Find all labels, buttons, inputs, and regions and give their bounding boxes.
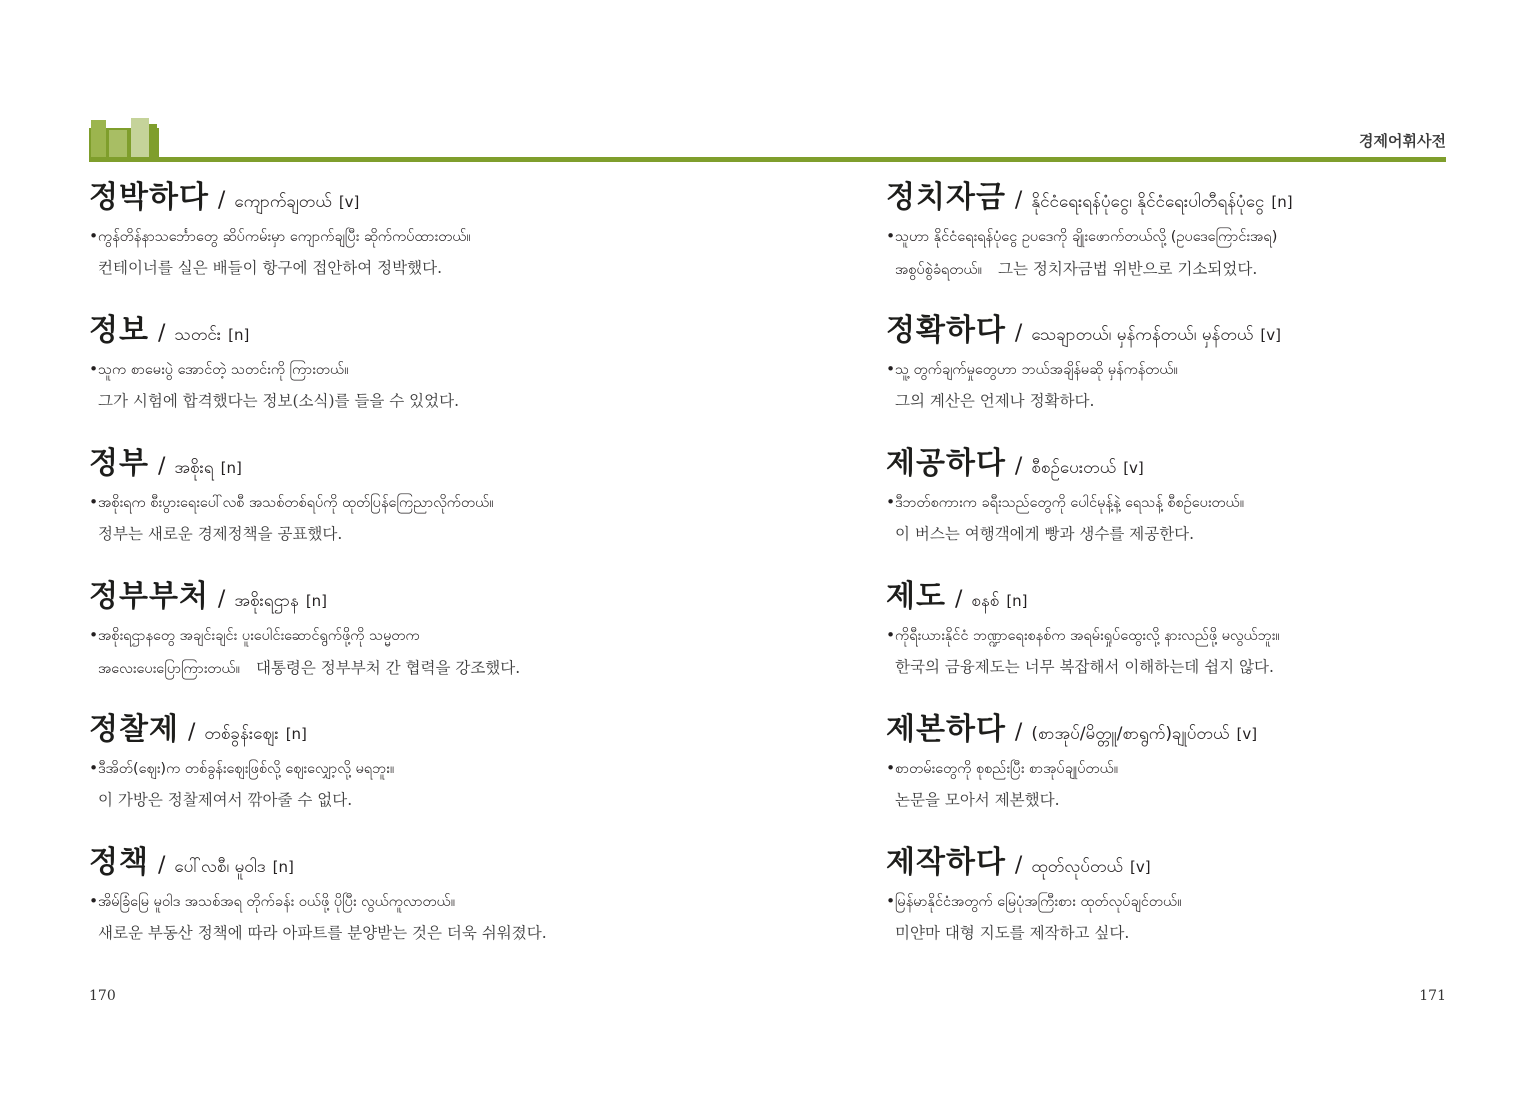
gloss: အစိုးရ [174, 458, 214, 478]
headword: 제본하다 [886, 712, 1006, 747]
entry [886, 172, 1486, 305]
example-myanmar [886, 885, 1486, 918]
gloss: ပေါ်လစီ၊ မူဝါဒ [174, 857, 266, 877]
separator: / [217, 587, 226, 612]
part-of-speech: [n] [1271, 193, 1293, 211]
separator: / [217, 188, 226, 213]
entry-headline [89, 837, 779, 885]
headword: 정보 [89, 313, 149, 348]
entry [89, 571, 779, 704]
example-myanmar-text: စာတမ်းတွေကို စုစည်းပြီး စာအုပ်ချုပ်တယ်။ [895, 761, 1119, 777]
page-number-right: 171 [1419, 988, 1446, 1004]
running-title: 경제어휘사전 [1359, 132, 1446, 150]
gloss: ကျောက်ချတယ် [234, 192, 332, 212]
part-of-speech: [n] [228, 326, 250, 344]
headword: 정확하다 [886, 313, 1006, 348]
example-myanmar-text: သူက စာမေးပွဲ အောင်တဲ့ သတင်းကို ကြားတယ်။ [98, 362, 349, 378]
example-myanmar-text: သူဟာ နိုင်ငံရေးရန်ပုံငွေ ဥပဒေကို ချိုးဖောက်တယ်လို့ (ဥပဒေကြောင်းအရ) [895, 229, 1278, 245]
headword: 정부 [89, 446, 149, 481]
gloss: စနစ် [971, 591, 1000, 611]
entry-headline [89, 305, 779, 353]
separator: / [1014, 853, 1023, 878]
separator: / [187, 720, 196, 745]
example-myanmar-text: ကိုရီးယားနိုင်ငံ ဘဏ္ဍာရေးစနစ်က အရမ်းရှုပ်ထွေးလို့ နားလည်ဖို့ မလွယ်ဘူး။ [895, 628, 1280, 644]
bullet: • [886, 892, 896, 910]
gloss: (စာအုပ်/မိတ္တူ/စာရွက်)ချုပ်တယ် [1031, 724, 1230, 744]
example-myanmar [886, 486, 1486, 519]
example-myanmar-text: အိမ်ခြံမြေ မူဝါဒ အသစ်အရ တိုက်ခန်း ဝယ်ဖို့ ပိုပြီး လွယ်ကူလာတယ်။ [98, 894, 456, 910]
example-myanmar-text: အစိုးရဌာနတွေ အချင်းချင်း ပူးပေါင်းဆောင်ရွက်ဖို့ကို သမ္မတက [98, 628, 420, 644]
example-myanmar-text: မြန်မာနိုင်ငံအတွက် မြေပုံအကြီးစား ထုတ်လုပ်ချင်တယ်။ [895, 894, 1182, 910]
separator: / [157, 321, 166, 346]
example-korean: 한국의 금융제도는 너무 복잡해서 이해하는데 쉽지 않다. [895, 658, 1274, 676]
entry-headline [886, 571, 1486, 619]
example-myanmar [89, 220, 779, 253]
bullet: • [886, 626, 896, 644]
entry-headline [886, 305, 1486, 353]
example-korean: 이 가방은 정찰제여서 깎아줄 수 없다. [98, 791, 353, 809]
bullet: • [886, 360, 896, 378]
entry-headline [886, 172, 1486, 220]
gloss: နိုင်ငံရေးရန်ပုံငွေ၊ နိုင်ငံရေးပါတီရန်ပုံငွေ [1031, 192, 1265, 212]
gloss: စီစဉ်ပေးတယ် [1031, 458, 1117, 478]
example-myanmar [89, 619, 779, 652]
example-myanmar-text: သူ့ တွက်ချက်မှုတွေဟာ ဘယ်အချိန်မဆို မှန်ကန်တယ်။ [895, 362, 1178, 378]
gloss: တစ်ခွန်းဈေး [204, 724, 279, 744]
separator: / [1014, 720, 1023, 745]
separator: / [1014, 188, 1023, 213]
gloss: အစိုးရဌာန [234, 591, 299, 611]
example-myanmar [886, 220, 1486, 253]
example-myanmar-cont: အစွပ်စွဲခံရတယ်။ [895, 262, 982, 278]
entry-headline [886, 704, 1486, 752]
bullet: • [89, 759, 99, 777]
headword: 정책 [89, 845, 149, 880]
right-column [886, 172, 1486, 970]
example-korean: 정부는 새로운 경제정책을 공표했다. [98, 525, 343, 543]
bullet: • [89, 493, 99, 511]
part-of-speech: [v] [1236, 725, 1258, 743]
entry-headline [89, 438, 779, 486]
part-of-speech: [n] [285, 725, 307, 743]
example-continuation [895, 253, 1486, 286]
separator: / [954, 587, 963, 612]
part-of-speech: [v] [1130, 858, 1151, 876]
entry [89, 172, 779, 305]
example-myanmar [89, 353, 779, 386]
headword: 정부부처 [89, 579, 209, 614]
entry-headline [89, 571, 779, 619]
gloss: သေချာတယ်၊ မှန်ကန်တယ်၊ မှန်တယ် [1031, 325, 1254, 345]
entry-headline [89, 172, 779, 220]
bullet: • [886, 493, 896, 511]
entry-headline [886, 837, 1486, 885]
part-of-speech: [n] [305, 592, 328, 610]
example-korean: 대통령은 정부부처 간 협력을 강조했다. [255, 659, 521, 677]
entry [89, 438, 779, 571]
example-korean: 그의 계산은 언제나 정확하다. [895, 392, 1095, 410]
header-decoration [89, 118, 159, 162]
headword: 정찰제 [89, 712, 179, 747]
bullet: • [89, 892, 99, 910]
example-myanmar [89, 885, 779, 918]
example-myanmar-cont: အလေးပေးပြောကြားတယ်။ [98, 661, 240, 677]
entry [89, 305, 779, 438]
deco-block-right [131, 118, 149, 162]
bullet: • [886, 227, 896, 245]
example-myanmar-text: ကွန်တိန်နာသင်္ဘောတွေ ဆိပ်ကမ်းမှာ ကျောက်ချပြီး ဆိုက်ကပ်ထားတယ်။ [98, 229, 471, 245]
example-korean: 미얀마 대형 지도를 제작하고 싶다. [895, 924, 1130, 942]
entry [886, 704, 1486, 837]
entry-headline [886, 438, 1486, 486]
entry [886, 305, 1486, 438]
headword: 정치자금 [886, 180, 1006, 215]
headword: 제도 [886, 579, 946, 614]
part-of-speech: [n] [1006, 592, 1028, 610]
part-of-speech: [n] [272, 858, 294, 876]
bullet: • [89, 227, 99, 245]
example-continuation [98, 652, 779, 685]
bullet: • [89, 360, 99, 378]
example-korean: 그는 정치자금법 위반으로 기소되었다. [997, 260, 1258, 278]
separator: / [157, 454, 166, 479]
separator: / [1014, 454, 1023, 479]
part-of-speech: [n] [220, 459, 242, 477]
example-korean: 컨테이너를 실은 배들이 항구에 접안하여 정박했다. [98, 259, 442, 277]
entry [886, 837, 1486, 970]
example-korean: 이 버스는 여행객에게 빵과 생수를 제공한다. [895, 525, 1195, 543]
headword: 제작하다 [886, 845, 1006, 880]
separator: / [157, 853, 166, 878]
example-korean: 논문을 모아서 제본했다. [895, 791, 1060, 809]
bullet: • [886, 759, 896, 777]
example-myanmar [89, 752, 779, 785]
headword: 제공하다 [886, 446, 1006, 481]
entry [89, 837, 779, 970]
example-myanmar [886, 752, 1486, 785]
gloss: ထုတ်လုပ်တယ် [1031, 857, 1124, 877]
example-myanmar [89, 486, 779, 519]
entry [886, 571, 1486, 704]
example-korean: 그가 시험에 합격했다는 정보(소식)를 들을 수 있었다. [98, 392, 460, 410]
example-myanmar-text: ဒီဘတ်စကားက ခရီးသည်တွေကို ပေါင်မုန့်နဲ့ ရေသန့် စီစဉ်ပေးတယ်။ [895, 495, 1245, 511]
example-myanmar-text: ဒီအိတ်(ဈေး)က တစ်ခွန်းဈေးဖြစ်လို့ ဈေးလျှော့လို့ မရဘူး။ [98, 761, 395, 777]
part-of-speech: [v] [338, 193, 360, 211]
example-myanmar [886, 353, 1486, 386]
entry [89, 704, 779, 837]
headword: 정박하다 [89, 180, 209, 215]
part-of-speech: [v] [1123, 459, 1144, 477]
example-myanmar-text: အစိုးရက စီးပွားရေးပေါ်လစီ အသစ်တစ်ရပ်ကို ထုတ်ပြန်ကြေညာလိုက်တယ်။ [98, 495, 494, 511]
example-korean: 새로운 부동산 정책에 따라 아파트를 분양받는 것은 더욱 쉬워졌다. [98, 924, 547, 942]
gloss: သတင်း [174, 325, 222, 345]
separator: / [1014, 321, 1023, 346]
entry [886, 438, 1486, 571]
deco-block-left [91, 120, 106, 162]
left-column [89, 172, 779, 970]
part-of-speech: [v] [1260, 326, 1281, 344]
bullet: • [89, 626, 99, 644]
example-myanmar [886, 619, 1486, 652]
entry-headline [89, 704, 779, 752]
header-rule [89, 157, 1446, 162]
page-number-left: 170 [89, 988, 116, 1004]
